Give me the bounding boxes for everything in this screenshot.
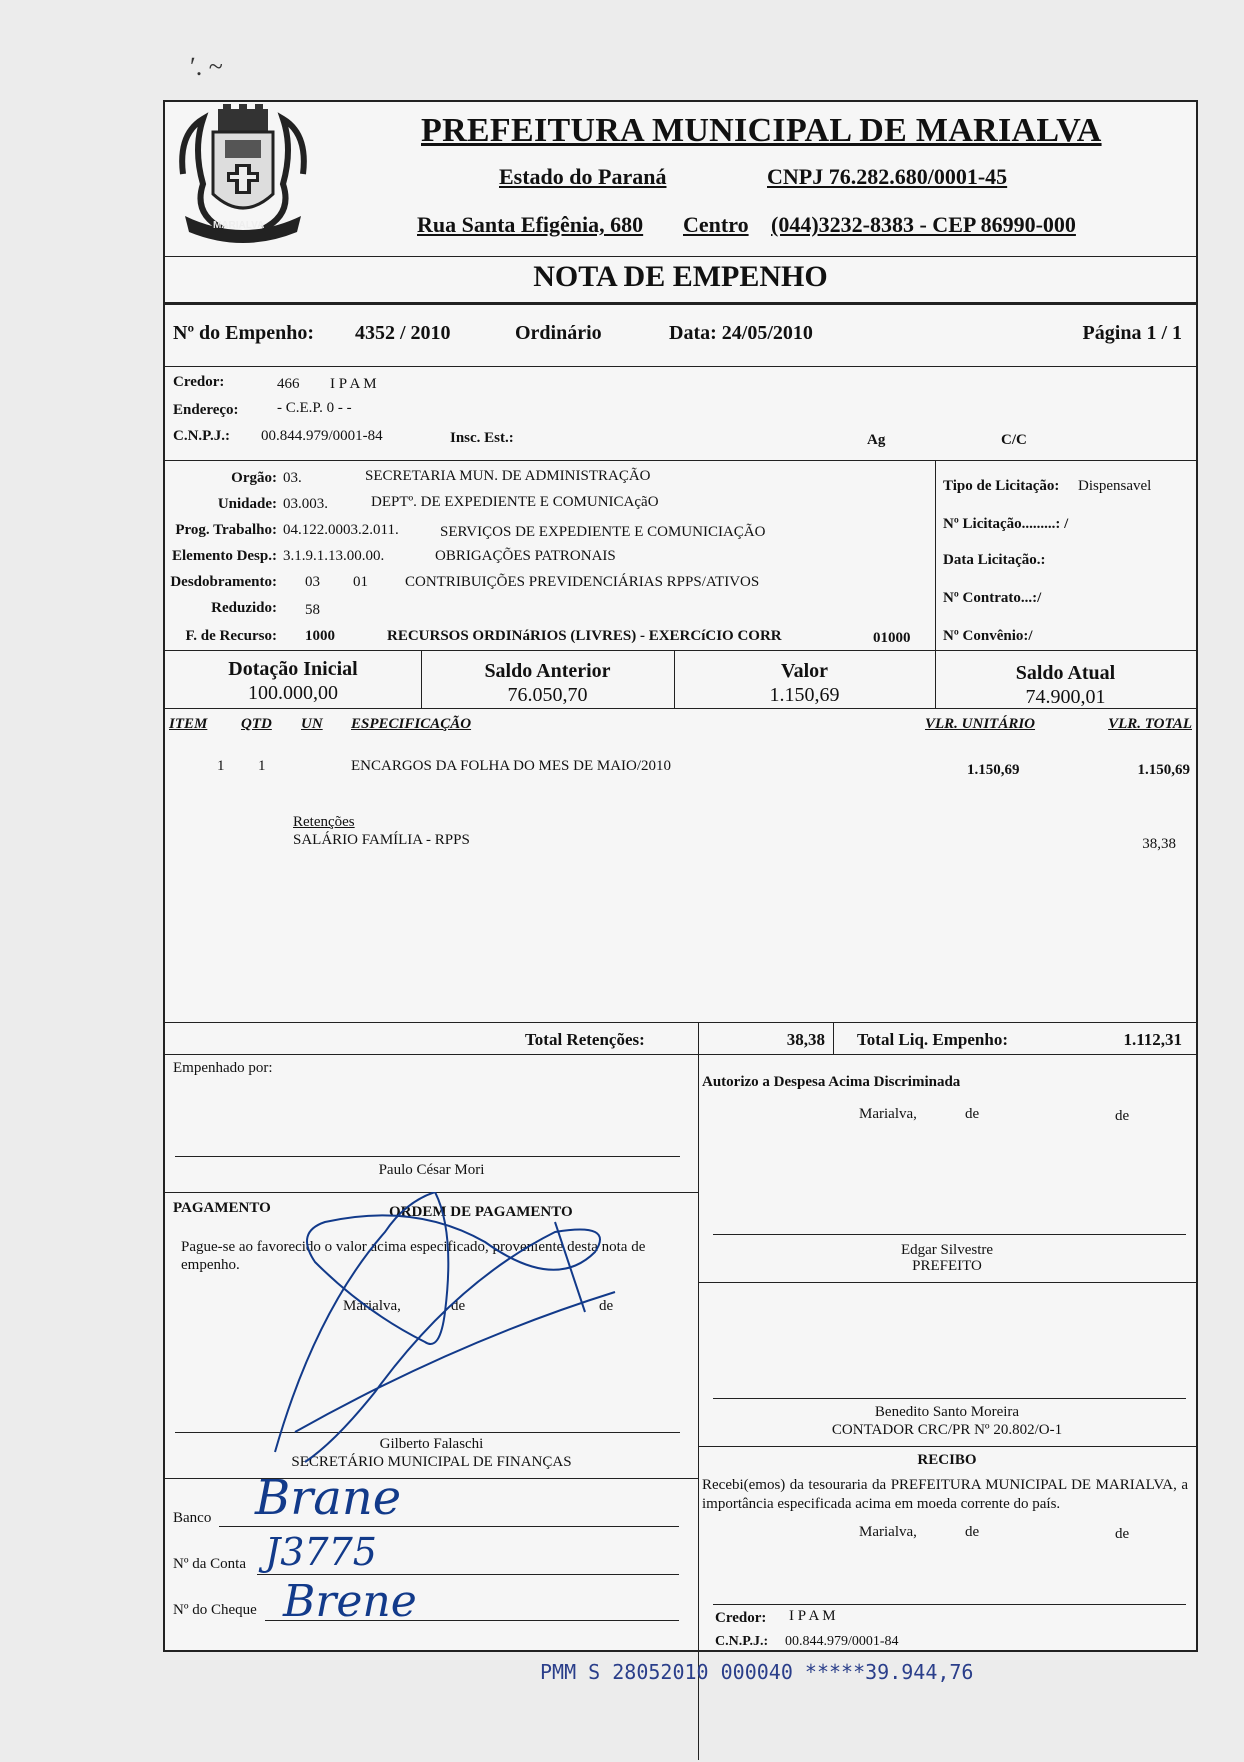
- city-phone-cep: (044)3232-8383 - CEP 86990-000: [771, 212, 1076, 237]
- col-item-header: ITEM: [169, 716, 208, 732]
- elemento-desc: OBRIGAÇÕES PATRONAIS: [435, 548, 616, 564]
- financas-signer: Gilberto Falaschi: [379, 1436, 484, 1452]
- elemento-label: Elemento Desp.:: [172, 548, 277, 564]
- credor-code: 466: [277, 376, 300, 392]
- pagamento-city: Marialva,: [343, 1298, 401, 1314]
- prefeito-signer: Edgar Silvestre: [900, 1242, 994, 1258]
- document-title: NOTA DE EMPENHO: [533, 260, 828, 293]
- fonte-number: 01000: [873, 630, 911, 646]
- cnpj-label: C.N.P.J.:: [173, 428, 230, 444]
- total-liquido-value: 1.112,31: [1123, 1030, 1182, 1049]
- total-retencoes-value: 38,38: [786, 1030, 825, 1049]
- recibo-city: Marialva,: [859, 1524, 917, 1540]
- desdobramento-code-1: 03: [305, 574, 320, 590]
- empenhado-label: Empenhado por:: [173, 1060, 273, 1076]
- ag-label: Ag: [867, 432, 886, 448]
- col-qtd-header: QTD: [241, 716, 272, 732]
- pagamento-text: Pague-se ao favorecido o valor acima especificado, proveniente desta nota de empenho.: [181, 1239, 646, 1273]
- ordem-pagamento-title: ORDEM DE PAGAMENTO: [389, 1204, 573, 1220]
- empenho-type: Ordinário: [515, 322, 602, 344]
- dotacao-label: Dotação Inicial: [228, 658, 358, 680]
- empenho-label: Nº do Empenho:: [173, 322, 315, 344]
- col-vlr-unitario-header: VLR. UNITÁRIO: [925, 716, 1036, 732]
- city-address: Rua Santa Efigênia, 680: [417, 212, 644, 237]
- licitacao-tipo-label: Tipo de Licitação:: [943, 478, 1060, 494]
- financas-signature: [255, 1192, 695, 1472]
- pagamento-de-2: de: [599, 1298, 614, 1314]
- city-cnpj: CNPJ 76.282.680/0001-45: [767, 164, 1008, 189]
- licitacao-data: Data Licitação.:: [943, 552, 1046, 568]
- empenho-date: Data: 24/05/2010: [669, 322, 813, 344]
- col-vlr-total-header: VLR. TOTAL: [1108, 716, 1192, 732]
- endereco-label: Endereço:: [173, 402, 239, 418]
- contador-signer: Benedito Santo Moreira: [874, 1404, 1020, 1420]
- item-description: ENCARGOS DA FOLHA DO MES DE MAIO/2010: [351, 758, 672, 774]
- prog-code: 04.122.0003.2.011.: [283, 522, 399, 538]
- recibo-cnpj-value: 00.844.979/0001-84: [785, 1634, 899, 1649]
- credor-label: Credor:: [173, 374, 225, 390]
- city-crest-image: [173, 104, 313, 254]
- saldo-anterior-value: 76.050,70: [507, 684, 588, 706]
- autorizo-de-2: de: [1115, 1108, 1130, 1124]
- cnpj-value: 00.844.979/0001-84: [261, 428, 383, 444]
- saldo-atual-label: Saldo Atual: [1015, 662, 1116, 684]
- autorizo-city: Marialva,: [859, 1106, 917, 1122]
- prefeito-role: PREFEITO: [912, 1258, 982, 1274]
- banco-handwriting: Brane: [255, 1470, 402, 1526]
- item-qty: 1: [258, 758, 266, 774]
- insc-label: Insc. Est.:: [450, 430, 514, 446]
- cheque-handwriting: Brene: [283, 1576, 417, 1627]
- recibo-cnpj-label: C.N.P.J.:: [715, 1634, 769, 1649]
- page-title: PREFEITURA MUNICIPAL DE MARIALVA: [421, 112, 1102, 149]
- page-number: Página 1 / 1: [1082, 322, 1182, 344]
- elemento-code: 3.1.9.1.13.00.00.: [283, 548, 385, 564]
- retencao-description: SALÁRIO FAMÍLIA - RPPS: [293, 832, 470, 848]
- credor-name: I P A M: [330, 376, 377, 392]
- unidade-code: 03.003.: [283, 496, 328, 512]
- recibo-de-2: de: [1115, 1526, 1130, 1542]
- recibo-credor-value: I P A M: [789, 1608, 836, 1624]
- unidade-desc: DEPTº. DE EXPEDIENTE E COMUNICAçãO: [371, 494, 659, 510]
- stray-marks: ʹ. ~: [190, 52, 223, 81]
- reduzido-value: 58: [305, 602, 320, 618]
- desdobramento-desc: CONTRIBUIÇÕES PREVIDENCIÁRIAS RPPS/ATIVOS: [405, 574, 760, 590]
- saldo-anterior-label: Saldo Anterior: [484, 660, 611, 682]
- banco-label: Banco: [173, 1510, 212, 1526]
- autorizo-title: Autorizo a Despesa Acima Discriminada: [702, 1074, 961, 1090]
- autorizo-de-1: de: [965, 1106, 980, 1122]
- fonte-code: 1000: [305, 628, 335, 644]
- col-especificacao-header: ESPECIFICAÇÃO: [351, 716, 472, 732]
- fonte-label: F. de Recurso:: [185, 628, 277, 644]
- retencoes-title: Retenções: [293, 814, 355, 830]
- prog-desc: SERVIÇOS DE EXPEDIENTE E COMUNICIAÇÃO: [440, 524, 766, 540]
- city-neighborhood: Centro: [683, 212, 749, 237]
- fonte-desc: RECURSOS ORDINáRIOS (LIVRES) - EXERCíCIO CORR: [387, 628, 782, 644]
- col-un-header: UN: [301, 716, 323, 732]
- licitacao-numero: Nº Licitação.........: /: [943, 516, 1069, 532]
- convenio-number: Nº Convênio:/: [943, 628, 1033, 644]
- total-liquido-label: Total Liq. Empenho:: [857, 1030, 1008, 1049]
- state-name: Estado do Paraná: [499, 164, 667, 189]
- empenho-number: 4352 / 2010: [355, 322, 451, 344]
- desdobramento-label: Desdobramento:: [170, 574, 277, 590]
- orgao-label: Orgão:: [231, 470, 277, 486]
- empenho-form: [163, 100, 1198, 1652]
- conta-handwriting: J3775: [265, 1530, 377, 1574]
- endereco-value: - C.E.P. 0 - -: [277, 400, 352, 416]
- recibo-text: Recebi(emos) da tesouraria da PREFEITURA MUNICIPAL DE MARIALVA, a importância especificada acima em moeda corrente do país.: [702, 1477, 1188, 1512]
- conta-label: Nº da Conta: [173, 1556, 246, 1572]
- valor-value: 1.150,69: [769, 684, 840, 706]
- retencao-value: 38,38: [1142, 836, 1176, 852]
- cc-label: C/C: [1001, 432, 1027, 448]
- item-unit-price: 1.150,69: [967, 762, 1020, 778]
- item-number: 1: [217, 758, 225, 774]
- total-retencoes-label: Total Retenções:: [525, 1030, 645, 1049]
- orgao-desc: SECRETARIA MUN. DE ADMINISTRAÇÃO: [365, 468, 651, 484]
- prog-label: Prog. Trabalho:: [175, 522, 277, 538]
- item-total-price: 1.150,69: [1137, 762, 1190, 778]
- valor-label: Valor: [780, 660, 829, 682]
- recibo-de-1: de: [965, 1524, 980, 1540]
- reduzido-label: Reduzido:: [211, 600, 277, 616]
- empenhado-signer: Paulo César Mori: [378, 1162, 485, 1178]
- crest-lettering: MARIALVA: [213, 220, 265, 231]
- saldo-atual-value: 74.900,01: [1025, 686, 1106, 708]
- desdobramento-code-2: 01: [353, 574, 368, 590]
- pagamento-de-1: de: [451, 1298, 466, 1314]
- footer-stamp: PMM S 28052010 000040 *****39.944,76: [540, 1660, 974, 1684]
- licitacao-tipo-value: Dispensavel: [1078, 478, 1152, 494]
- pagamento-label: PAGAMENTO: [173, 1200, 271, 1216]
- contrato-number: Nº Contrato...:/: [943, 590, 1042, 606]
- recibo-credor-label: Credor:: [715, 1610, 767, 1626]
- recibo-title: RECIBO: [917, 1452, 977, 1468]
- contador-role: CONTADOR CRC/PR Nº 20.802/O-1: [831, 1422, 1063, 1438]
- dotacao-value: 100.000,00: [248, 682, 338, 704]
- financas-role: SECRETÁRIO MUNICIPAL DE FINANÇAS: [291, 1454, 572, 1470]
- unidade-label: Unidade:: [217, 496, 277, 512]
- cheque-label: Nº do Cheque: [173, 1602, 257, 1618]
- orgao-code: 03.: [283, 470, 302, 486]
